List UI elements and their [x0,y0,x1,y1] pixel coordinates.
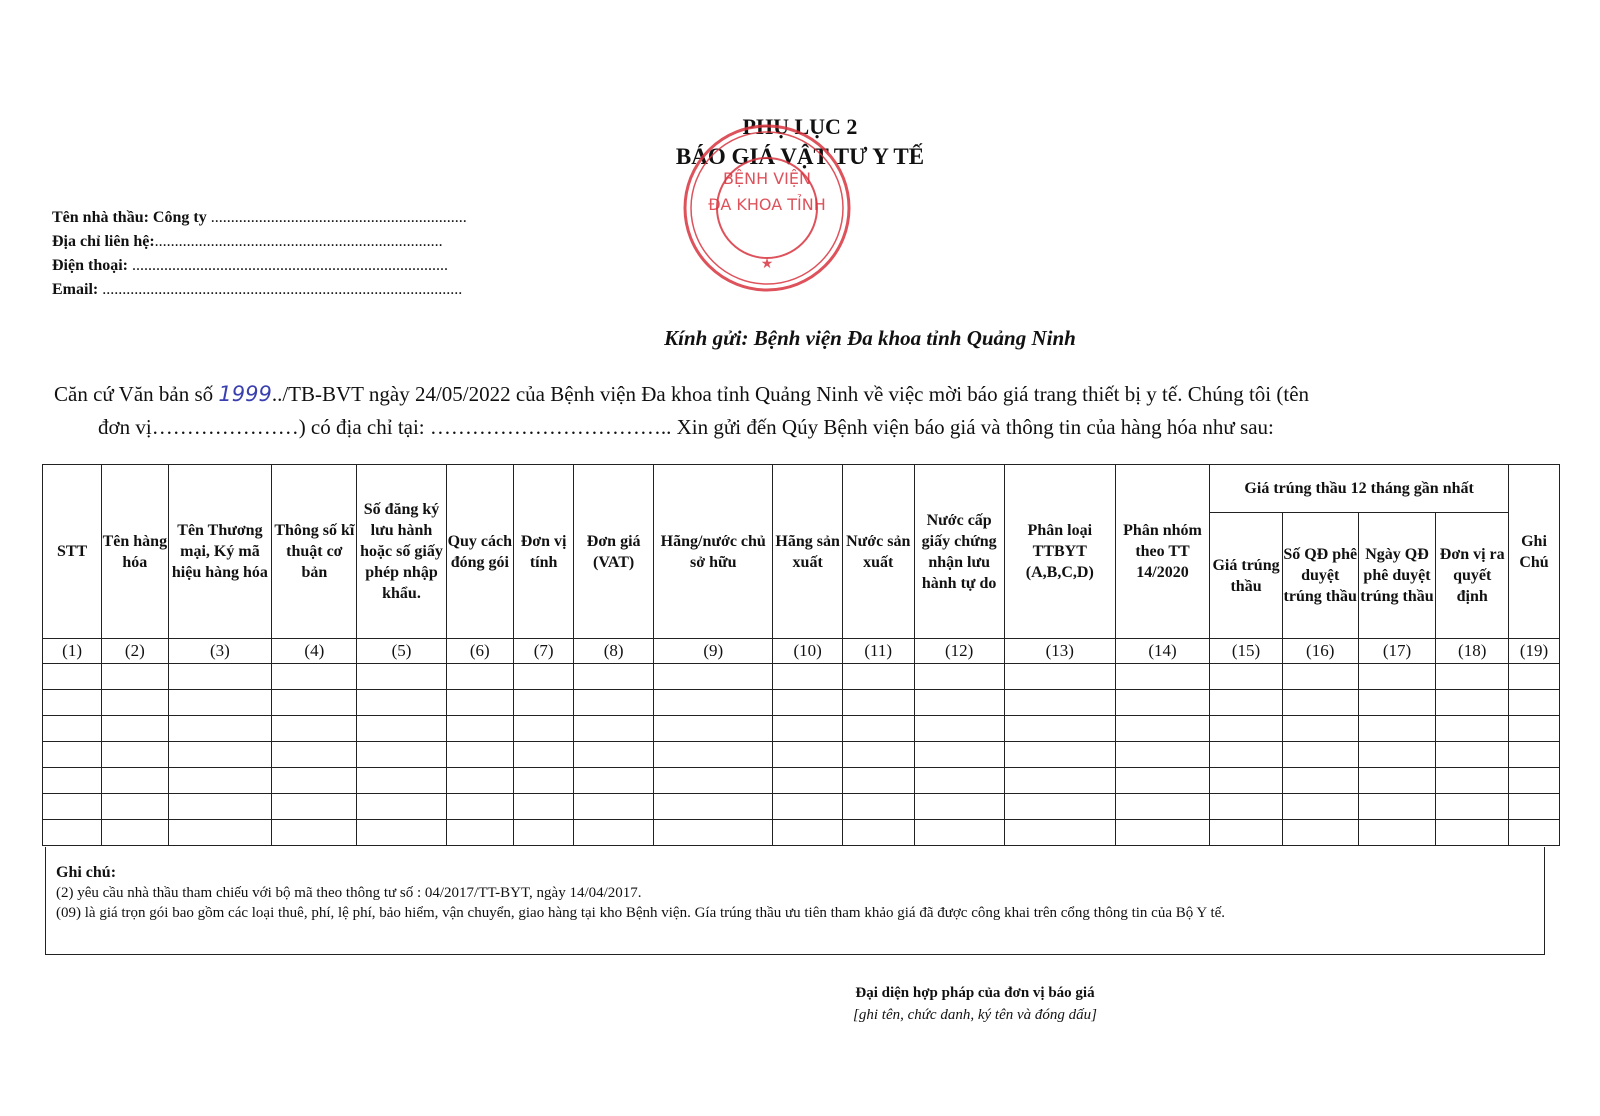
table-cell[interactable] [654,820,773,846]
table-cell[interactable] [272,794,357,820]
column-number: (12) [914,639,1004,664]
table-cell[interactable] [842,768,914,794]
column-number: (17) [1358,639,1436,664]
header-remarks: Ghi Chú [1509,465,1560,639]
contractor-email-field[interactable]: .......................................................................................... [102,281,463,298]
column-number: (3) [168,639,272,664]
table-cell[interactable] [43,716,102,742]
table-cell[interactable] [514,768,574,794]
table-cell[interactable] [514,690,574,716]
column-number: (2) [102,639,168,664]
header-device-class: Phân loại TTBYT (A,B,C,D) [1004,465,1115,639]
table-cell[interactable] [446,794,513,820]
table-cell[interactable] [842,690,914,716]
table-cell[interactable] [1509,664,1560,690]
table-cell[interactable] [1115,664,1209,690]
header-winning-price: Giá trúng thầu [1210,513,1283,639]
notes-box [45,847,1545,955]
body-line-2: đơn vị…………………) có địa chỉ tại: …………………………….. Xin gửi đến Qúy Bệnh viện báo giá và thông tin của hàng hóa như sau: [98,415,1274,439]
table-cell[interactable] [842,664,914,690]
table-cell[interactable] [446,820,513,846]
note-line-2: (09) là giá trọn gói bao gồm các loại thuê, phí, lệ phí, bảo hiểm, vận chuyển, giao hàng tại kho Bệnh viện. Gía trúng thầu ưu tiên tham khảo giá đã được công khai trên cổng thông tin của Bộ Y tế. [56,905,1226,921]
header-decision-unit: Đơn vị ra quyết định [1436,513,1509,639]
table-row [43,690,1560,716]
table-cell[interactable] [773,716,843,742]
column-number: (13) [1004,639,1115,664]
table-cell[interactable] [1115,716,1209,742]
contractor-address-line [52,230,467,254]
signature-title: Đại diện hợp pháp của đơn vị báo giá [855,985,1095,1001]
table-cell[interactable] [1004,716,1115,742]
column-number: (11) [842,639,914,664]
handwritten-document-number: 1999 [218,382,272,406]
table-cell[interactable] [102,690,168,716]
table-cell[interactable] [1358,716,1436,742]
table-cell[interactable] [446,716,513,742]
table-cell[interactable] [1509,742,1560,768]
table-cell[interactable] [1004,690,1115,716]
table-cell[interactable] [1436,690,1509,716]
svg-text:★: ★ [760,256,774,272]
column-number: (4) [272,639,357,664]
header-unit: Đơn vị tính [514,465,574,639]
table-cell[interactable] [1509,716,1560,742]
header-stt: STT [43,465,102,639]
table-cell[interactable] [446,742,513,768]
table-cell[interactable] [654,716,773,742]
column-number: (1) [43,639,102,664]
body-line-1 [54,378,1554,411]
column-number-row [43,639,1560,664]
appendix-label: PHỤ LỤC 2 [742,114,858,139]
table-cell[interactable] [102,664,168,690]
table-cell[interactable] [168,820,272,846]
table-cell[interactable] [168,742,272,768]
table-row [43,794,1560,820]
recipient-line: Kính gửi: Bệnh viện Đa khoa tỉnh Quảng Ninh [664,326,1076,350]
official-stamp [677,118,857,298]
column-number: (15) [1210,639,1283,664]
table-row [43,716,1560,742]
table-cell[interactable] [102,742,168,768]
table-cell[interactable] [1004,742,1115,768]
table-cell[interactable] [654,690,773,716]
column-number: (10) [773,639,843,664]
table-cell[interactable] [357,664,446,690]
table-cell[interactable] [1115,820,1209,846]
table-cell[interactable] [1115,742,1209,768]
table-cell[interactable] [574,716,654,742]
table-cell[interactable] [102,768,168,794]
header-trade-name: Tên Thương mại, Ký mã hiệu hàng hóa [168,465,272,639]
table-cell[interactable] [514,794,574,820]
contractor-email-label: Email: [52,281,99,298]
table-cell[interactable] [43,690,102,716]
table-cell[interactable] [842,794,914,820]
table-cell[interactable] [1282,768,1358,794]
table-cell[interactable] [1115,768,1209,794]
contractor-name-field[interactable]: ................................................................ [210,209,467,226]
table-cell[interactable] [446,664,513,690]
table-cell[interactable] [1004,768,1115,794]
table-cell[interactable] [272,820,357,846]
table-cell[interactable] [1358,768,1436,794]
table-row [43,742,1560,768]
table-cell[interactable] [1282,664,1358,690]
table-cell[interactable] [574,768,654,794]
table-cell[interactable] [1004,794,1115,820]
table-cell[interactable] [43,742,102,768]
table-row [43,664,1560,690]
table-cell[interactable] [654,742,773,768]
table-cell[interactable] [1210,742,1283,768]
table-cell[interactable] [574,742,654,768]
document-title: BÁO GIÁ VẬT TƯ Y TẾ [675,144,925,169]
table-cell[interactable] [168,716,272,742]
table-cell[interactable] [272,664,357,690]
table-cell[interactable] [272,716,357,742]
header-winning-price-group: Giá trúng thầu 12 tháng gần nhất [1210,465,1509,513]
column-number: (19) [1509,639,1560,664]
table-cell[interactable] [574,664,654,690]
body-paragraph [54,378,1554,444]
table-cell[interactable] [914,742,1004,768]
table-cell[interactable] [773,664,843,690]
contractor-address-label: Địa chỉ liên hệ: [52,233,155,250]
column-number: (16) [1282,639,1358,664]
column-number: (5) [357,639,446,664]
contractor-email-line [52,278,467,302]
table-cell[interactable] [1436,820,1509,846]
table-cell[interactable] [1210,768,1283,794]
table-cell[interactable] [43,794,102,820]
table-cell[interactable] [914,820,1004,846]
header-decision-date: Ngày QĐ phê duyệt trúng thầu [1358,513,1436,639]
table-cell[interactable] [842,820,914,846]
table-cell[interactable] [272,768,357,794]
table-cell[interactable] [1509,768,1560,794]
contractor-info [52,206,467,302]
header-decision-no: Số QĐ phê duyệt trúng thầu [1282,513,1358,639]
table-cell[interactable] [1282,742,1358,768]
table-cell[interactable] [914,768,1004,794]
table-cell[interactable] [773,742,843,768]
table-cell[interactable] [1509,794,1560,820]
header-unit-price: Đơn giá (VAT) [574,465,654,639]
header-item-name: Tên hàng hóa [102,465,168,639]
note-line-1: (2) yêu cầu nhà thầu tham chiếu với bộ mã theo thông tư số : 04/2017/TT-BYT, ngày 14/04/2017. [56,885,642,901]
table-cell[interactable] [1358,820,1436,846]
table-cell[interactable] [1509,820,1560,846]
table-cell[interactable] [1358,664,1436,690]
table-cell[interactable] [272,690,357,716]
table-cell[interactable] [1436,716,1509,742]
table-cell[interactable] [357,768,446,794]
table-cell[interactable] [574,820,654,846]
table-row [43,820,1560,846]
table-cell[interactable] [1115,690,1209,716]
column-number: (9) [654,639,773,664]
table-cell[interactable] [1282,690,1358,716]
table-cell[interactable] [102,794,168,820]
table-cell[interactable] [446,690,513,716]
table-cell[interactable] [654,794,773,820]
table-cell[interactable] [1358,690,1436,716]
table-cell[interactable] [574,794,654,820]
stamp-text-line2: ĐA KHOA TỈNH [708,195,826,214]
table-cell[interactable] [1509,690,1560,716]
table-cell[interactable] [1282,820,1358,846]
header-country-of-origin: Nước sản xuất [842,465,914,639]
table-cell[interactable] [357,716,446,742]
contractor-name-label: Tên nhà thầu: Công ty [52,209,207,226]
column-number: (8) [574,639,654,664]
signature-block [820,982,1130,1026]
table-cell[interactable] [168,690,272,716]
column-number: (18) [1436,639,1509,664]
table-cell[interactable] [357,820,446,846]
body-after-number: ../TB-BVT ngày 24/05/2022 của Bệnh viện Đa khoa tỉnh Quảng Ninh về việc mời báo giá trang thiết bị y tế. Chúng tôi (tên [271,382,1310,406]
contractor-name-line [52,206,467,230]
table-cell[interactable] [102,820,168,846]
table-cell[interactable] [357,794,446,820]
table-cell[interactable] [102,716,168,742]
table-cell[interactable] [168,664,272,690]
signature-hint: [ghi tên, chức danh, ký tên và đóng dấu] [853,1007,1097,1023]
table-cell[interactable] [914,716,1004,742]
header-manufacturer: Hãng sản xuất [773,465,843,639]
table-cell[interactable] [514,820,574,846]
table-cell[interactable] [1436,664,1509,690]
table-cell[interactable] [654,664,773,690]
table-cell[interactable] [773,794,843,820]
table-cell[interactable] [168,768,272,794]
table-cell[interactable] [914,690,1004,716]
table-cell[interactable] [1436,742,1509,768]
table-row [43,768,1560,794]
table-cell[interactable] [446,768,513,794]
contractor-phone-label: Điện thoại: [52,257,128,274]
body-prefix: Căn cứ Văn bản số [54,382,214,406]
table-cell[interactable] [773,768,843,794]
table-cell[interactable] [773,690,843,716]
table-cell[interactable] [43,768,102,794]
table-cell[interactable] [514,742,574,768]
header-registration-no: Số đăng ký lưu hành hoặc số giấy phép nhập khẩu. [357,465,446,639]
table-cell[interactable] [842,742,914,768]
table-cell[interactable] [514,716,574,742]
table-cell[interactable] [1004,664,1115,690]
table-cell[interactable] [914,794,1004,820]
table-cell[interactable] [574,690,654,716]
table-cell[interactable] [357,690,446,716]
column-number: (7) [514,639,574,664]
table-cell[interactable] [1210,794,1283,820]
table-cell[interactable] [1358,794,1436,820]
header-specs: Thông số kĩ thuật cơ bản [272,465,357,639]
table-cell[interactable] [1282,794,1358,820]
table-cell[interactable] [168,794,272,820]
table-cell[interactable] [773,820,843,846]
table-cell[interactable] [1210,716,1283,742]
table-cell[interactable] [1436,794,1509,820]
table-cell[interactable] [1436,768,1509,794]
contractor-address-field[interactable]: ........................................................................ [154,233,443,250]
table-cell[interactable] [1210,664,1283,690]
table-cell[interactable] [1358,742,1436,768]
table-cell[interactable] [1115,794,1209,820]
contractor-phone-field[interactable]: ............................................................................... [132,257,448,274]
table-cell[interactable] [842,716,914,742]
column-number: (14) [1115,639,1209,664]
table-cell[interactable] [914,664,1004,690]
header-group: Phân nhóm theo TT 14/2020 [1115,465,1209,639]
stamp-text-line1: BỆNH VIỆN [723,169,811,188]
notes-heading: Ghi chú: [56,864,117,881]
quotation-table [42,464,1560,846]
table-cell[interactable] [43,820,102,846]
table-cell[interactable] [272,742,357,768]
header-packing: Quy cách đóng gói [446,465,513,639]
header-owner: Hãng/nước chủ sở hữu [654,465,773,639]
contractor-phone-line [52,254,467,278]
table-cell[interactable] [357,742,446,768]
table-cell[interactable] [43,664,102,690]
table-cell[interactable] [1210,690,1283,716]
table-cell[interactable] [654,768,773,794]
table-cell[interactable] [1004,820,1115,846]
header-free-sale-country: Nước cấp giấy chứng nhận lưu hành tự do [914,465,1004,639]
column-number: (6) [446,639,513,664]
table-cell[interactable] [1282,716,1358,742]
table-cell[interactable] [1210,820,1283,846]
table-cell[interactable] [514,664,574,690]
